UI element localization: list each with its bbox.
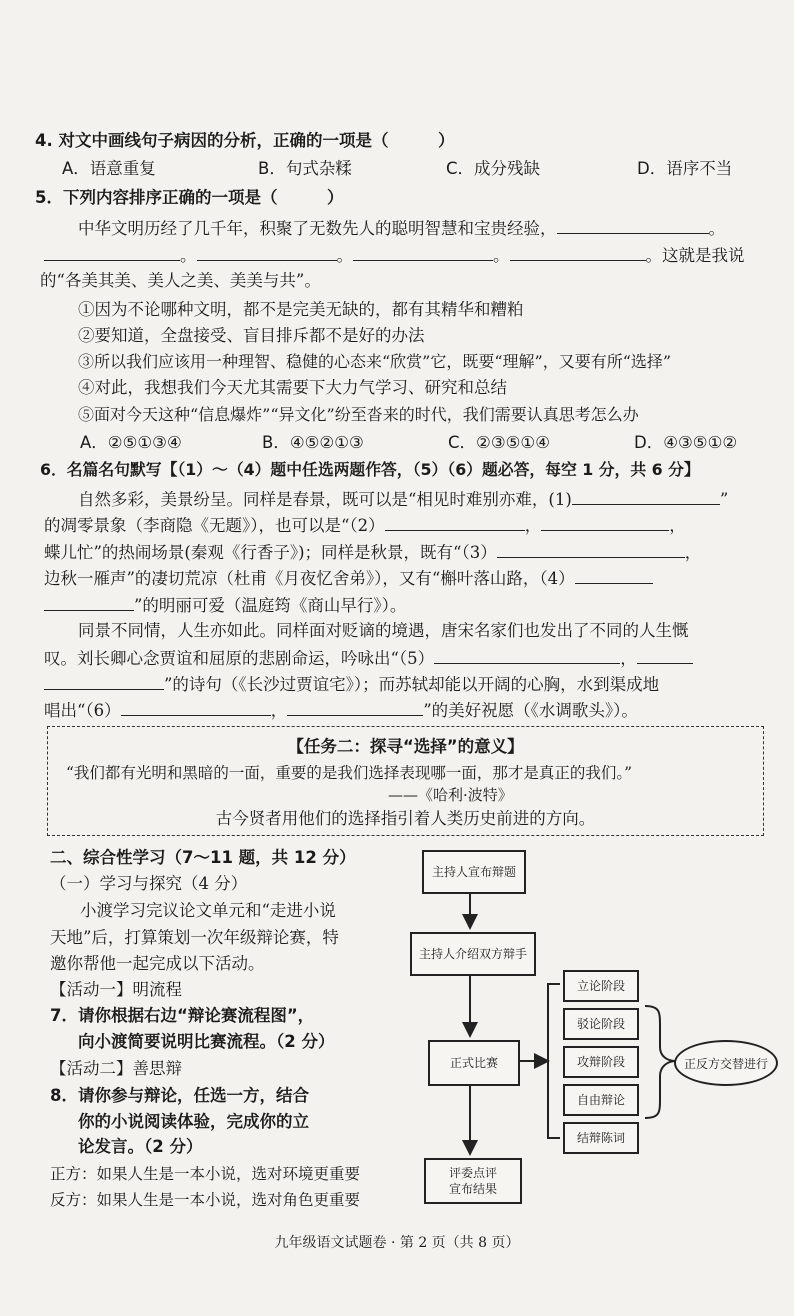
stage-closing: 结辩陈词 [563,1122,639,1154]
q5-sentence-2: ②要知道，全盘接受、盲目排斥都不是好的办法 [78,326,425,345]
q6-blank-4a[interactable] [575,565,653,584]
comma: ， [669,516,686,535]
stage-rebuttal: 驳论阶段 [563,1008,639,1040]
comma: ， [270,701,288,720]
q7-line-2 [78,1030,334,1054]
flow-node-host-intro: 主持人介绍双方辩手 [410,932,536,976]
stage-cross-exam: 攻辩阶段 [563,1046,639,1078]
task2-quote: “我们都有光明和黑暗的一面，重要的是我们选择表现哪一面，那才是真正的我们。” [66,764,633,782]
q5-paragraph-line3: 的“各美其美、美人之美、美美与共”。 [40,271,321,290]
q6-stem: 6．名篇名句默写【（1）～（4）题中任选两题作答，（5）（6）题必答，每空 1 分，共 6 分】 [40,460,700,479]
debate-flowchart [408,842,794,1212]
q6-blank-3[interactable] [497,539,685,558]
q8-line-3: 论发言。（2 分） [78,1137,203,1156]
stage-free-debate: 自由辩论 [563,1084,639,1116]
q5-blank-1[interactable] [557,215,709,234]
flow-node-judges [424,1158,522,1204]
q6-line-4 [44,565,653,591]
q6-text: 蝶儿忙”的热闹场景(秦观《行香子》)；同样是秋景，既有“（3） [44,543,497,562]
task2-box [47,726,764,836]
q6-blank-6a[interactable] [121,697,271,716]
q6-line-3 [44,539,701,565]
q5-para-text: 中华文明历经了几千年，积聚了无数先人的聪明智慧和宝贵经验， [78,219,557,238]
q6-text: ”的美好祝愿（《水调歌头》）。 [423,701,638,720]
q6-text: 唱出“（6） [44,701,121,720]
q4-option-b: B．句式杂糅 [258,159,352,178]
q7-line-1: 7．请你根据右边“辩论赛流程图”， [50,1006,315,1025]
activity-1: 【活动一】明流程 [50,980,182,999]
q6-line-2 [44,512,686,538]
comma: ， [620,649,637,668]
q5-blank-2[interactable] [44,242,180,261]
q6-text: 的凋零景象（李商隐《无题》），也可以是“（2） [44,516,385,535]
punct: 。 [493,246,510,265]
q6-line-7 [44,645,693,671]
q6-blank-5a[interactable] [434,645,620,664]
q6-blank-4b[interactable] [44,592,134,611]
q6-text: 叹。刘长卿心念贾谊和屈原的悲剧命运，吟咏出“（5） [44,649,435,668]
comma: ， [524,516,542,535]
q7-text: 向小渡简要说明比赛流程。（2 分） [78,1032,335,1051]
q8-line-2: 你的小说阅读体验，完成你的立 [78,1112,309,1131]
flow-judges-line2: 宣布结果 [448,1182,497,1196]
q5-sentence-3: ③所以我们应该用一种理智、稳健的心态来“欣赏”它，既要“理解”，又要有所“选择” [78,352,672,371]
section2-sub1: （一）学习与探究（4 分） [50,874,248,893]
task2-line: 古今贤者用他们的选择指引着人类历史前进的方向。 [215,809,596,828]
q5-option-a: A．②⑤①③④ [80,433,182,452]
punct: 。 [180,246,197,265]
q8-line-1: 8．请你参与辩论，任选一方，结合 [50,1086,309,1105]
q5-paragraph-start [78,215,725,241]
punct: 。 [708,219,725,238]
flow-node-host-announce: 主持人宣布辩题 [422,850,526,894]
q6-text: ”的明丽可爱（温庭筠《商山早行》）。 [134,596,407,615]
stage-opening: 立论阶段 [563,970,639,1002]
comma: ， [684,543,702,562]
q6-text: ”的诗句（《长沙过贾谊宅》）；而苏轼却能以开阔的心胸，水到渠成地 [164,675,660,694]
task2-title: 【任务二：探寻“选择”的意义】 [287,737,524,756]
punct: 。 [645,246,662,265]
q6-text: 边秋一雁声”的凄切荒凉（杜甫《月夜忆舍弟》），又有“槲叶落山路，（4） [44,569,575,588]
section2-intro-1: 小渡学习完议论文单元和“走进小说 [80,901,336,920]
q5-blank-4[interactable] [353,242,493,261]
q4-option-d: D．语序不当 [637,159,733,178]
punct: 。 [336,246,353,265]
q4-option-a: A．语意重复 [62,159,156,178]
con-side: 反方：如果人生是一本小说，选对角色更重要 [50,1191,361,1209]
q4-option-c: C．成分残缺 [446,159,541,178]
q5-option-d: D．④③⑤①② [634,433,738,452]
q5-sentence-1: ①因为不论哪种文明，都不是完美无缺的，都有其精华和糟粕 [78,300,524,319]
page-footer: 九年级语文试题卷 · 第 2 页（共 8 页） [274,1235,520,1251]
q6-line-6: 同景不同情，人生亦如此。同样面对贬谪的境遇，唐宋名家们也发出了不同的人生慨 [78,621,689,640]
q6-blank-2a[interactable] [385,512,525,531]
pro-side: 正方：如果人生是一本小说，选对环境更重要 [50,1165,361,1183]
section2-title: 二、综合性学习（7～11 题，共 12 分） [50,848,356,867]
q5-blank-3[interactable] [197,242,337,261]
q5-sentence-5: ⑤面对今天这种“信息爆炸”“异文化”纷至沓来的时代，我们需要认真思考怎么办 [78,405,639,424]
section2-intro-3: 邀你帮他一起完成以下活动。 [50,954,265,973]
flow-oval-alternate: 正反方交替进行 [674,1040,778,1086]
quote-close: ” [719,490,729,509]
q5-para-end: 这就是我说 [662,246,745,265]
q6-line-8 [44,671,659,697]
q6-line-5 [44,592,406,618]
q6-blank-5c[interactable] [44,671,164,690]
q5-sentence-4: ④对此，我想我们今天尤其需要下大力气学习、研究和总结 [78,378,507,397]
q5-option-b: B．④⑤②①③ [262,433,364,452]
flow-node-match: 正式比赛 [428,1040,520,1086]
section2-intro-2: 天地”后，打算策划一次年级辩论赛，特 [50,928,339,947]
q5-stem: 5．下列内容排序正确的一项是（ ） [35,188,344,207]
flow-judges-line1: 评委点评 [448,1166,497,1180]
activity-2: 【活动二】善思辩 [50,1059,182,1078]
q6-text: 自然多彩，美景纷呈。同样是春景，既可以是“相见时难别亦难，(1) [78,490,572,509]
q5-paragraph-blanks [44,242,745,268]
task2-source: ——《哈利·波特》 [388,786,513,804]
q4-stem: 4. 对文中画线句子病因的分析，正确的一项是（ ） [35,131,455,150]
q5-option-c: C．②③⑤①④ [448,433,550,452]
q5-blank-5[interactable] [510,242,646,261]
q6-blank-2b[interactable] [541,512,669,531]
q6-blank-6b[interactable] [287,697,423,716]
q6-blank-1[interactable] [572,486,720,505]
q6-line-1 [78,486,728,512]
q6-blank-5b[interactable] [637,645,693,664]
q6-line-9 [44,697,638,723]
